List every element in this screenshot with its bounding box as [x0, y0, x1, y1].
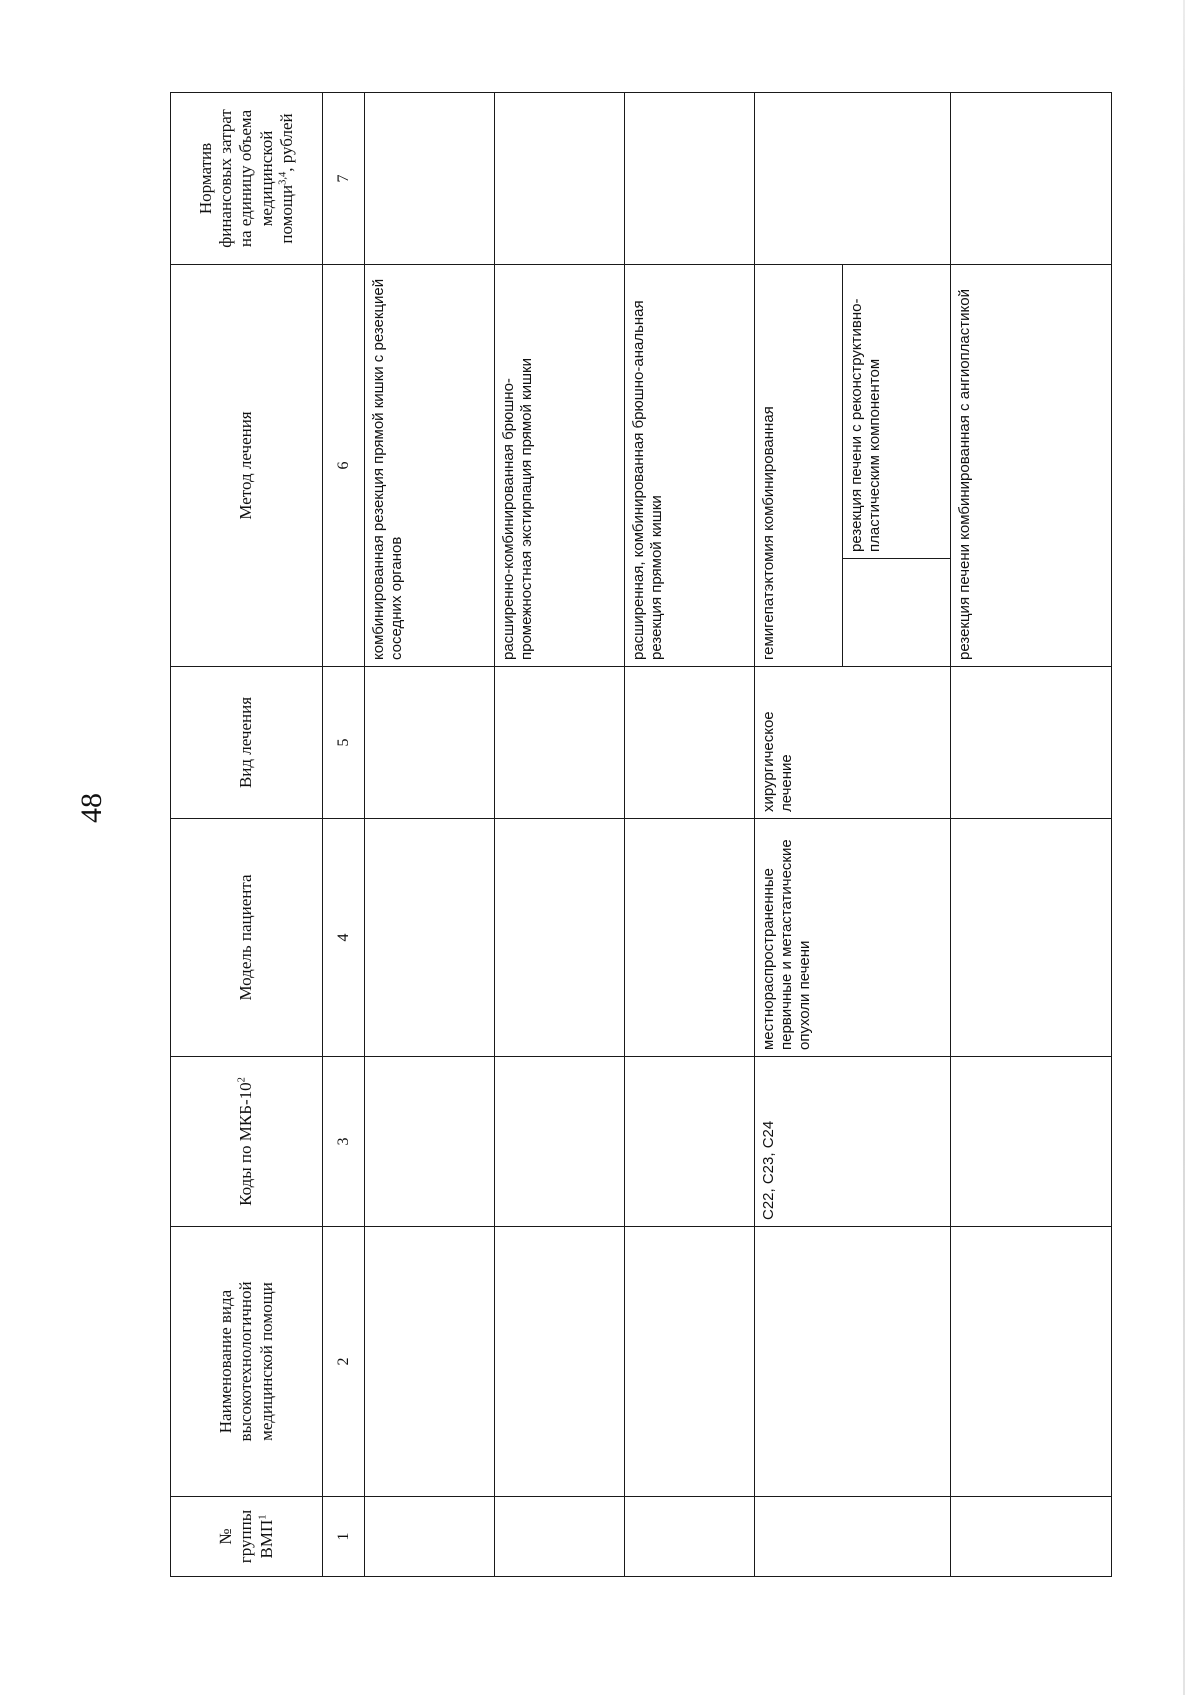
- header-group-number: № группы ВМП$^1$: [171, 1497, 323, 1577]
- cell-vmp-name: [951, 1227, 1112, 1497]
- cell-cost-standard: [365, 93, 495, 265]
- cell-patient-model: местнораспространенные первичные и метастатические опухоли печени: [755, 819, 951, 1057]
- cell-patient-model: [951, 819, 1112, 1057]
- cell-cost-standard: [951, 93, 1112, 265]
- column-number-row: [323, 93, 365, 1577]
- cell-cost-standard: [755, 93, 951, 265]
- cell-treatment-type: [951, 667, 1112, 819]
- cell-treatment-type: хирургическое лечение: [755, 667, 951, 819]
- cell-treatment-type: [625, 667, 755, 819]
- table-row: [755, 93, 843, 1577]
- column-number: 6: [323, 265, 365, 667]
- table-row: [495, 93, 625, 1577]
- column-number: 4: [323, 819, 365, 1057]
- cell-vmp-name: [755, 1227, 951, 1497]
- cell-patient-model: [495, 819, 625, 1057]
- header-vmp-name: Наименование вида высокотехнологичной медицинской помощи: [171, 1227, 323, 1497]
- cell-treatment-type: [495, 667, 625, 819]
- header-patient-model: Модель пациента: [171, 819, 323, 1057]
- header-treatment-method: Метод лечения: [171, 265, 323, 667]
- cell-cost-standard: [495, 93, 625, 265]
- cell-group-number: [495, 1497, 625, 1577]
- page-number: 48: [75, 793, 108, 823]
- header-icd10-codes: Коды по МКБ-$10^2$: [171, 1057, 323, 1227]
- table-row: [951, 93, 1112, 1577]
- header-cost-standard: Норматив финансовых затрат на единицу объема медицинской помощи$^{3,4}$, рублей: [171, 93, 323, 265]
- column-number: 5: [323, 667, 365, 819]
- cell-treatment-method: резекция печени с реконструктивно-пластическим компонентом: [843, 265, 951, 559]
- cell-cost-standard: [625, 93, 755, 265]
- cell-treatment-method: гемигепатэктомия комбинированная: [755, 265, 843, 667]
- cell-group-number: [951, 1497, 1112, 1577]
- cell-method-spacer: [843, 559, 951, 667]
- table-row: [365, 93, 495, 1577]
- cell-group-number: [755, 1497, 951, 1577]
- column-number: 7: [323, 93, 365, 265]
- cell-icd10-codes: C22, C23, C24: [755, 1057, 951, 1227]
- cell-icd10-codes: [625, 1057, 755, 1227]
- column-number: 3: [323, 1057, 365, 1227]
- column-number: 1: [323, 1497, 365, 1577]
- cell-icd10-codes: [495, 1057, 625, 1227]
- column-number: 2: [323, 1227, 365, 1497]
- cell-treatment-method: расширенная, комбинированная брюшно-анальная резекция прямой кишки: [625, 265, 755, 667]
- cell-patient-model: [625, 819, 755, 1057]
- cell-icd10-codes: [365, 1057, 495, 1227]
- cell-group-number: [625, 1497, 755, 1577]
- header-treatment-type: Вид лечения: [171, 667, 323, 819]
- table-header-row: [171, 93, 323, 1577]
- cell-vmp-name: [625, 1227, 755, 1497]
- table-rotated-content: [170, 93, 1111, 1577]
- cell-patient-model: [365, 819, 495, 1057]
- table-row: [625, 93, 755, 1577]
- vmp-table: [170, 92, 1112, 1577]
- cell-treatment-type: [365, 667, 495, 819]
- cell-treatment-method: расширенно-комбинированная брюшно-промежностная экстирпация прямой кишки: [495, 265, 625, 667]
- cell-group-number: [365, 1497, 495, 1577]
- cell-icd10-codes: [951, 1057, 1112, 1227]
- cell-treatment-method: резекция печени комбинированная с ангиопластикой: [951, 265, 1112, 667]
- cell-treatment-method: комбинированная резекция прямой кишки с резекцией соседних органов: [365, 265, 495, 667]
- table-rotation-frame: [170, 93, 1200, 1564]
- cell-vmp-name: [365, 1227, 495, 1497]
- cell-vmp-name: [495, 1227, 625, 1497]
